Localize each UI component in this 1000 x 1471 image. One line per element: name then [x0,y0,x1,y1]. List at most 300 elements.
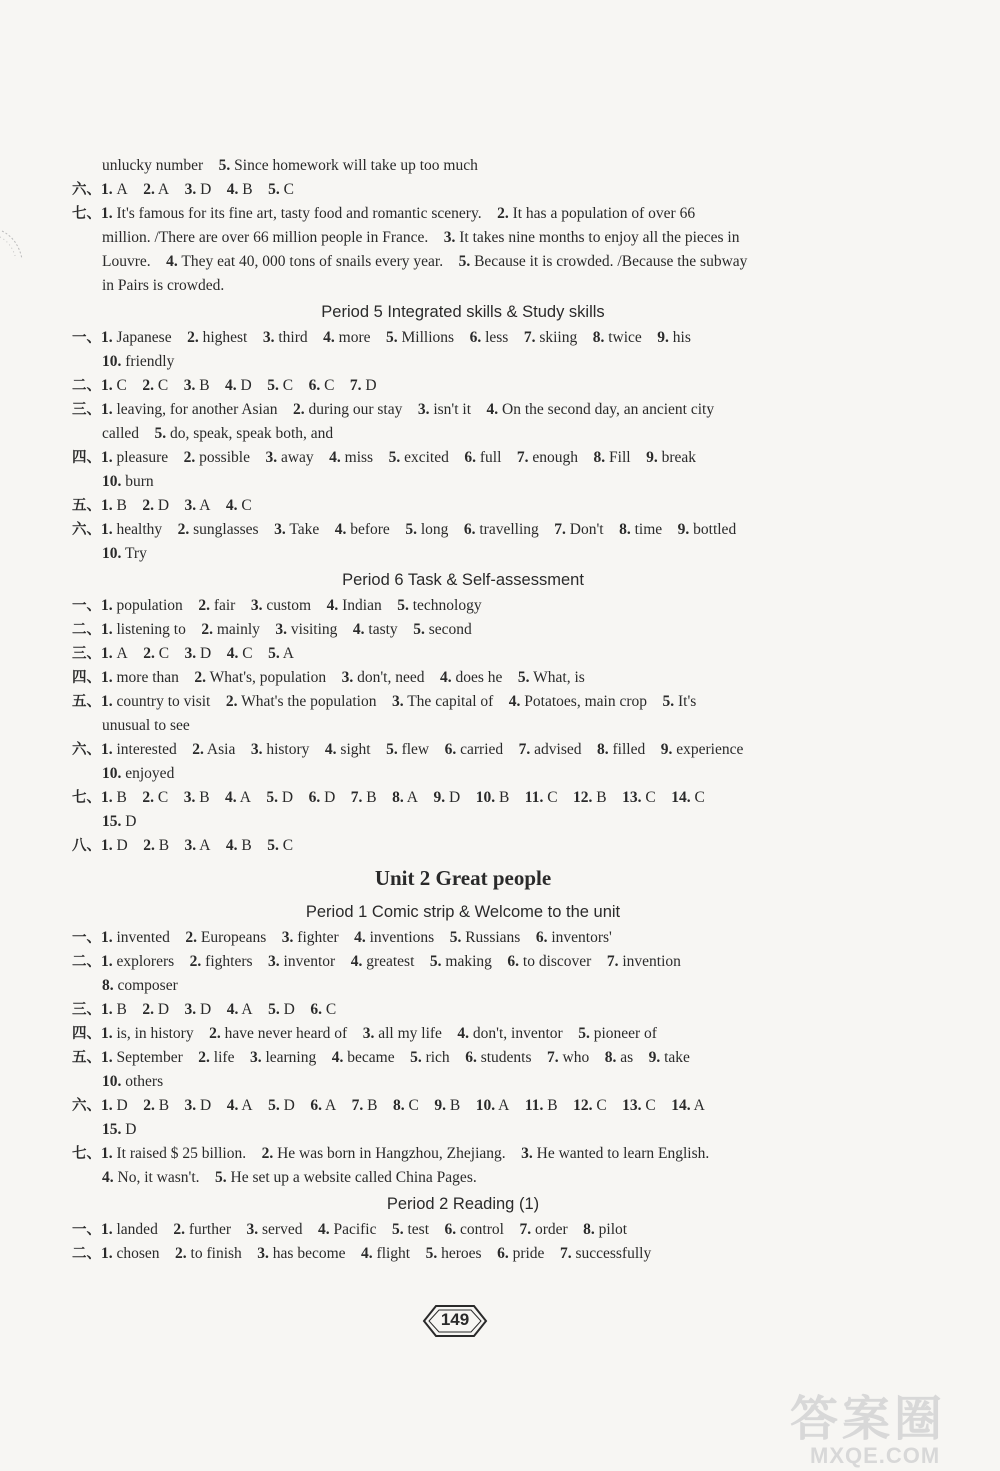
item-number: 3. [246,1221,259,1238]
item-number: 2. [143,181,155,198]
answer-line [72,786,862,810]
answer-text: inventor [283,953,336,970]
answer-text: C [158,645,170,662]
section-marker: 二、 [72,954,101,970]
section-marker: 五、 [72,498,101,514]
answer-text: travelling [479,521,539,538]
item-number: 1. [101,1145,113,1162]
answer-text: B [242,181,253,198]
answer-text: D [281,789,294,806]
item-number: 2. [225,693,238,710]
answer-text: advised [534,741,582,758]
item-number: 3. [184,497,197,514]
item-number: 1. [101,621,113,638]
item-number: 8. [592,329,605,346]
item-number: 5. [517,669,530,686]
item-number: 4. [225,837,238,854]
answer-text: A [324,1097,337,1114]
section-marker: 二、 [72,378,101,394]
answer-text: technology [412,597,482,614]
answer-text: A [498,1097,510,1114]
item-number: 3. [341,669,354,686]
answer-text: He set up a website called China Pages. [230,1169,477,1186]
answer-text: B [199,789,210,806]
item-number: 3. [443,229,456,246]
answer-text: burn [125,473,154,490]
item-number: 3. [268,953,280,970]
answer-text: A [693,1097,705,1114]
answer-line [72,446,862,470]
item-number: 5. [458,253,471,270]
item-number: 1. [101,497,113,514]
item-number: 3. [521,1145,533,1162]
answer-text: more [338,329,371,346]
item-number: 8. [593,449,606,466]
answer-text: life [213,1049,235,1066]
answer-text: D [157,1001,170,1018]
answer-text: twice [608,329,642,346]
answer-text: country to visit [116,693,211,710]
item-number: 5. [218,157,231,174]
answer-text: A [199,837,211,854]
answer-text: D [125,1121,137,1138]
item-number: 2. [201,621,213,638]
answer-text: enjoyed [125,765,175,782]
item-number: 1. [101,377,113,394]
item-number: 4. [166,253,178,270]
answer-text: population [116,597,183,614]
answer-text: before [350,521,390,538]
answer-text: Louvre. [102,253,151,270]
item-number: 6. [444,741,457,758]
section-marker: 一、 [72,598,101,614]
answer-text: C [408,1097,419,1114]
item-number: 7. [519,1221,532,1238]
item-number: 7. [559,1245,572,1262]
item-number: 15. [102,813,122,830]
answer-text: C [157,789,169,806]
answer-text: D [200,181,212,198]
answer-text: Because it is crowded. /Because the subway [474,253,748,270]
answer-line [72,666,862,690]
answer-line [72,398,862,422]
answer-text: history [266,741,310,758]
answer-line [72,1022,862,1046]
answer-line [72,738,862,762]
item-number: 3. [249,1049,262,1066]
answer-text: A [282,645,294,662]
answer-line [102,226,892,250]
page-number-badge [420,1303,490,1339]
item-number: 7. [554,521,566,538]
item-number: 2. [143,645,155,662]
answer-line [102,810,892,834]
answer-text: skiing [539,329,578,346]
answer-text: Indian [342,597,382,614]
answer-text: D [283,1097,295,1114]
section-marker: 七、 [72,1146,101,1162]
answer-text: as [620,1049,634,1066]
answer-text: unusual to see [102,717,190,734]
item-number: 4. [102,1169,114,1186]
item-number: 2. [198,1049,210,1066]
section-marker: 一、 [72,330,101,346]
answer-text: fighters [205,953,253,970]
answer-text: control [460,1221,504,1238]
item-number: 4. [326,597,339,614]
answer-line [72,618,862,642]
answer-text: isn't it [433,401,472,418]
answer-text: pride [512,1245,545,1262]
item-number: 2. [175,1245,187,1262]
answer-text: custom [266,597,312,614]
answer-text: has become [272,1245,346,1262]
item-number: 2. [192,741,204,758]
item-number: 2. [261,1145,274,1162]
item-number: 5. [662,693,675,710]
answer-text: Russians [465,929,521,946]
answer-text: Try [124,545,147,562]
answer-text: mainly [216,621,260,638]
item-number: 2. [143,1097,155,1114]
answer-line [102,274,892,298]
item-number: 4. [324,741,337,758]
answer-text: time [634,521,663,538]
item-number: 1. [101,1245,113,1262]
answer-text: interested [116,741,177,758]
item-number: 7. [351,1097,364,1114]
item-number: 4. [225,789,237,806]
answer-text: miss [344,449,374,466]
item-number: 8. [604,1049,617,1066]
item-number: 13. [622,1097,642,1114]
item-number: 14. [671,789,691,806]
section-marker: 六、 [72,1098,101,1114]
answer-line [72,518,862,542]
answer-line [72,690,862,714]
item-number: 2. [142,789,154,806]
item-number: 3. [184,1001,197,1018]
answer-line [102,974,892,998]
item-number: 1. [101,741,113,758]
answer-text: listening to [116,621,186,638]
item-number: 10. [102,353,122,370]
answer-text: excited [404,449,449,466]
item-number: 13. [622,789,642,806]
answer-text: C [157,377,169,394]
answer-text: C [694,789,705,806]
site-watermark [790,1395,946,1467]
answer-text: invention [622,953,681,970]
answer-text: away [280,449,314,466]
section-marker: 二、 [72,622,101,638]
answer-text: Fill [609,449,631,466]
item-number: 6. [308,377,321,394]
answer-text: D [240,377,252,394]
answer-text: C [596,1097,607,1114]
item-number: 3. [250,597,263,614]
answer-text: A [116,645,128,662]
item-number: 4. [486,401,499,418]
item-number: 1. [101,837,113,854]
item-number: 6. [469,329,482,346]
item-number: 2. [183,449,196,466]
answer-text: carried [460,741,504,758]
answer-line [72,950,862,974]
item-number: 9. [648,1049,661,1066]
answer-text: heroes [441,1245,482,1262]
answer-line [72,494,862,518]
section-marker: 一、 [72,930,101,946]
item-number: 1. [101,1097,113,1114]
answer-text: Since homework will take up too much [234,157,478,174]
page-number: 149 [440,1310,470,1329]
item-number: 6. [308,789,321,806]
item-number: 3. [184,1097,197,1114]
item-number: 4. [352,621,365,638]
answer-text: pioneer of [593,1025,657,1042]
item-number: 14. [671,1097,691,1114]
section-marker: 五、 [72,1050,101,1066]
item-number: 10. [102,545,122,562]
item-number: 4. [225,497,238,514]
item-number: 7. [518,741,531,758]
item-number: 5. [267,377,279,394]
answer-text: do, speak, speak both, and [170,425,334,442]
answer-text: A [241,1097,253,1114]
answer-text: inventions [369,929,435,946]
answer-text: possible [199,449,250,466]
item-number: 2. [142,1001,154,1018]
answer-line [102,762,892,786]
answer-text: He was born in Hangzhou, Zhejiang. [277,1145,506,1162]
answer-text: B [498,789,510,806]
answer-line [102,250,892,274]
item-number: 1. [101,929,113,946]
item-number: 7. [547,1049,559,1066]
answer-text: pilot [598,1221,628,1238]
item-number: 5. [410,1049,422,1066]
answer-text: is, in history [116,1025,194,1042]
answer-text: Take [289,521,320,538]
item-number: 10. [475,1097,496,1114]
item-number: 1. [101,597,113,614]
answer-text: D [116,837,128,854]
item-number: 3. [417,401,430,418]
item-number: 2. [198,597,210,614]
item-number: 1. [101,693,113,710]
item-number: 10. [475,789,496,806]
item-number: 6. [444,1221,457,1238]
item-number: 3. [391,693,404,710]
answer-text: friendly [125,353,175,370]
answer-text: On the second day, an ancient city [502,401,715,418]
answer-text: Japanese [116,329,172,346]
section-marker: 七、 [72,206,101,222]
item-number: 7. [349,377,362,394]
answer-text: order [534,1221,568,1238]
item-number: 4. [226,645,239,662]
item-number: 7. [516,449,529,466]
answer-line [102,422,892,446]
answer-text: Millions [401,329,455,346]
answer-text: invented [116,929,170,946]
answer-text: B [116,497,127,514]
answer-text: A [239,789,251,806]
item-number: 3. [183,377,196,394]
answer-line [72,594,862,618]
answer-text: The capital of [407,693,494,710]
item-number: 5. [267,837,279,854]
answer-line [102,714,892,738]
answer-text: unlucky number [102,157,204,174]
item-number: 6. [310,1097,322,1114]
answer-text: B [116,1001,127,1018]
answer-text: bottled [693,521,737,538]
answer-text: landed [116,1221,158,1238]
answer-text: September [116,1049,183,1066]
answer-text: They eat 40, 000 tons of snails every year. [181,253,444,270]
item-number: 5. [413,621,425,638]
watermark-url: MXQE.COM [810,1443,941,1468]
answer-text: served [262,1221,303,1238]
item-number: 9. [646,449,658,466]
answer-text: C [324,377,335,394]
answer-text: B [547,1097,558,1114]
item-number: 2. [497,205,509,222]
answer-text: in Pairs is crowded. [102,277,225,294]
item-number: 1. [101,1025,113,1042]
answer-text: pleasure [116,449,169,466]
answer-text: D [365,377,377,394]
item-number: 2. [185,929,197,946]
answer-text: D [200,1097,212,1114]
answer-text: What, is [533,669,585,686]
answer-text: take [664,1049,690,1066]
answer-text: C [645,1097,656,1114]
item-number: 5. [578,1025,590,1042]
section-marker: 二、 [72,1246,101,1262]
item-number: 7. [350,789,363,806]
answer-line [102,542,892,566]
answer-text: became [347,1049,395,1066]
item-number: 2. [142,497,154,514]
section-marker: 七、 [72,790,101,806]
item-number: 5. [268,1001,280,1018]
item-number: 2. [292,401,305,418]
section-marker: 三、 [72,402,101,418]
answer-line [102,1166,892,1190]
item-number: 1. [101,1001,113,1018]
answer-text: It's [677,693,697,710]
item-number: 5. [392,1221,404,1238]
item-number: 4. [361,1245,373,1262]
answer-text: break [661,449,696,466]
item-number: 8. [597,741,609,758]
section-marker: 六、 [72,182,101,198]
answer-line [72,1142,862,1166]
item-number: 4. [226,1001,239,1018]
item-number: 6. [310,1001,322,1018]
answer-text: B [449,1097,461,1114]
answer-text: D [324,789,336,806]
answer-text: A [116,181,128,198]
answer-text: D [283,1001,295,1018]
answer-line [72,1046,862,1070]
answer-text: No, it wasn't. [117,1169,200,1186]
answer-text: during our stay [308,401,403,418]
answer-line [72,202,862,226]
item-number: 5. [268,645,280,662]
item-number: 1. [101,953,113,970]
item-number: 2. [173,1221,185,1238]
answer-text: making [445,953,492,970]
item-number: 4. [226,181,239,198]
item-number: 11. [524,1097,544,1114]
answer-line [72,998,862,1022]
answer-text: tasty [368,621,398,638]
answer-text: B [158,837,170,854]
section-marker: 四、 [72,670,101,686]
answer-text: third [278,329,308,346]
item-number: 7. [523,329,536,346]
item-number: 1. [101,1049,113,1066]
answer-text: all my life [378,1025,442,1042]
answer-text: inventors' [551,929,612,946]
item-number: 5. [388,449,401,466]
answer-text: his [672,329,691,346]
answer-text: Pacific [333,1221,377,1238]
item-number: 5. [429,953,442,970]
answer-line [72,834,862,858]
item-number: 4. [317,1221,330,1238]
item-number: 3. [250,741,263,758]
item-number: 9. [677,521,690,538]
answer-text: fighter [297,929,339,946]
answer-text: C [282,837,294,854]
item-number: 7. [606,953,619,970]
item-number: 1. [101,789,113,806]
answer-text: B [116,789,127,806]
answer-text: He wanted to learn English. [536,1145,710,1162]
answer-text: C [116,377,127,394]
item-number: 1. [101,401,113,418]
answer-text: D [200,1001,212,1018]
item-number: 4. [508,693,521,710]
item-number: 6. [535,929,548,946]
answer-text: B [367,1097,378,1114]
item-number: 1. [101,521,113,538]
answer-line [102,350,892,374]
item-number: 5. [268,1097,280,1114]
item-number: 1. [101,669,113,686]
answer-text: sunglasses [193,521,259,538]
answer-text: full [479,449,502,466]
answer-text: What's, population [209,669,327,686]
item-number: 1. [101,329,113,346]
item-number: 5. [215,1169,227,1186]
answer-text: who [562,1049,590,1066]
period-heading: Period 6 Task & Self-assessment [342,571,584,589]
answer-text: D [200,645,212,662]
answer-text: flew [401,741,430,758]
item-number: 6. [507,953,520,970]
period-heading: Period 5 Integrated skills & Study skills [321,303,605,321]
answer-text: don't, inventor [472,1025,563,1042]
period-heading: Period 1 Comic strip & Welcome to the unit [305,903,621,921]
answer-text: have never heard of [224,1025,348,1042]
item-number: 4. [439,669,452,686]
